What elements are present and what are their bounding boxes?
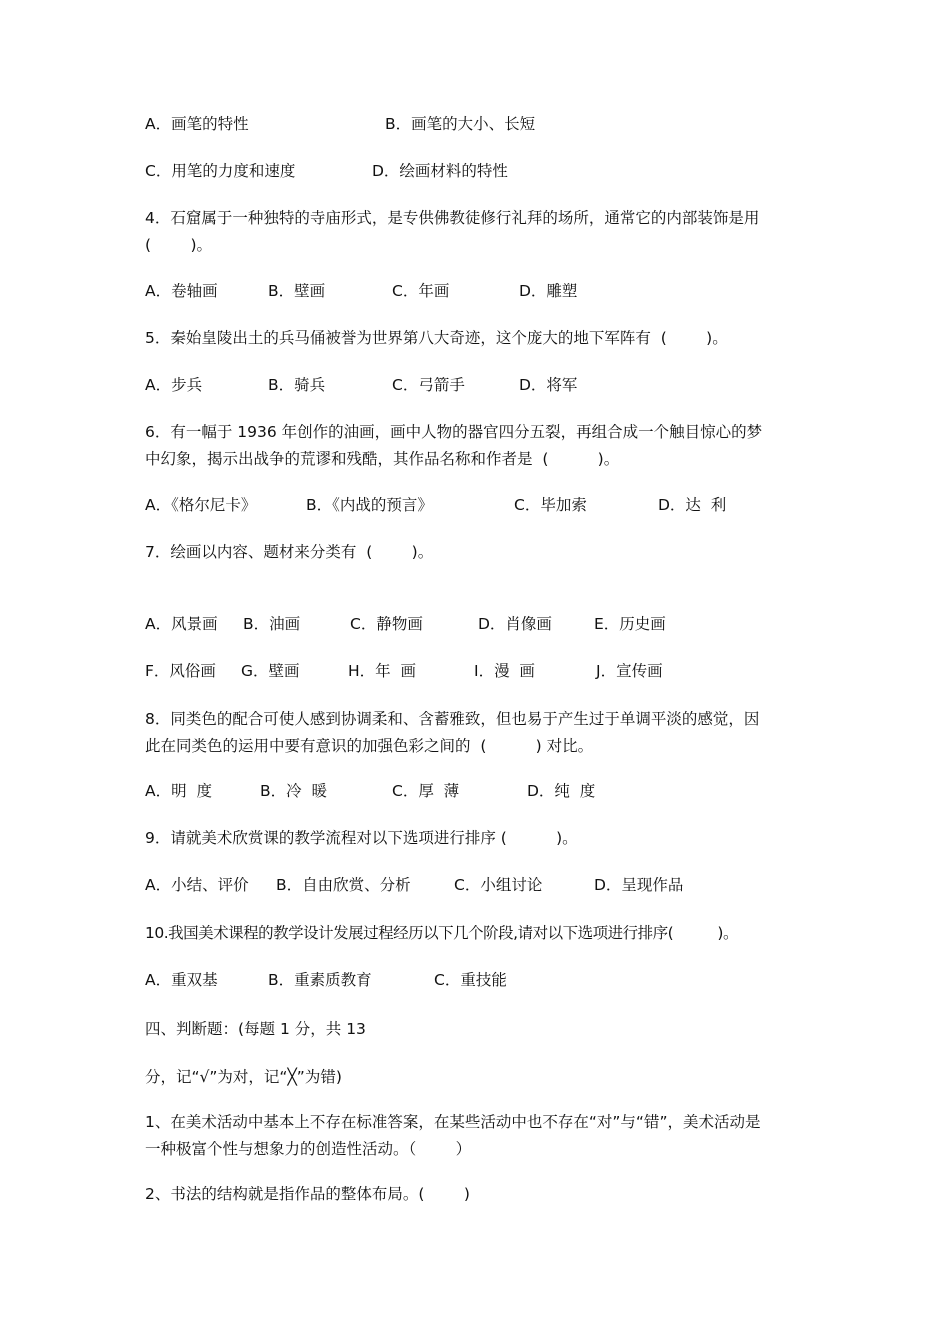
q4-stem-text-1: 4．石窟属于一种独特的寺庙形式，是专供佛教徒修行礼拜的场所，通常它的内部装饰是用: [145, 209, 760, 227]
q9-option-a: A．小结、评价: [145, 876, 249, 894]
q9-option-d: D．呈现作品: [594, 876, 684, 894]
q7-option-h: H．年 画: [348, 662, 417, 680]
q6-option-c: C．毕加索: [514, 496, 587, 514]
q7-option-d: D．肖像画: [478, 615, 552, 633]
q4-option-a: A．卷轴画: [145, 282, 218, 300]
q9-option-b: B．自由欣赏、分析: [276, 876, 411, 894]
section-4-heading-text-2: 分，记“√”为对，记“╳”为错): [145, 1068, 342, 1086]
q8-stem-line-2: [0, 737, 594, 786]
q9-stem-text: 9．请就美术欣赏课的教学流程对以下选项进行排序 ( )。: [145, 829, 578, 847]
section-4-heading-line-1: [0, 1020, 366, 1069]
q3-option-a: A．画笔的特性: [145, 115, 249, 133]
tf1-text-2: 一种极富个性与想象力的创造性活动。（ ）: [145, 1140, 472, 1158]
q10-option-b: B．重素质教育: [268, 971, 372, 989]
q5-option-a: A．步兵: [145, 376, 203, 394]
q7-option-f: F．风俗画: [145, 662, 216, 680]
q7-option-a: A．风景画: [145, 615, 218, 633]
q7-option-e: E．历史画: [594, 615, 666, 633]
q7-option-i: I．漫 画: [474, 662, 535, 680]
q7-option-j: J．宣传画: [596, 662, 663, 680]
q4-stem-line-2: [0, 236, 213, 285]
q8-stem-text-2: 此在同类色的运用中要有意识的加强色彩之间的 ( ) 对比。: [145, 737, 594, 755]
q10-stem-line: [0, 924, 738, 973]
q6-stem-line-2: [0, 450, 620, 499]
q9-stem-line: [0, 829, 578, 878]
q8-option-b: B．冷 暖: [260, 782, 327, 800]
q8-option-a: A．明 度: [145, 782, 212, 800]
q5-stem-line: [0, 329, 728, 378]
tf1-line-2: [0, 1140, 472, 1189]
q8-option-d: D．纯 度: [527, 782, 596, 800]
q6-stem-text-2: 中幻象，揭示出战争的荒谬和残酷，其作品名称和作者是 ( )。: [145, 450, 620, 468]
q10-option-c: C．重技能: [434, 971, 507, 989]
q3-option-d: D．绘画材料的特性: [372, 162, 508, 180]
q7-option-b: B．油画: [243, 615, 301, 633]
q3-option-b: B．画笔的大小、长短: [385, 115, 536, 133]
q3-option-c: C．用笔的力度和速度: [145, 162, 296, 180]
tf1-text-1: 1、在美术活动中基本上不存在标准答案，在某些活动中也不存在“对”与“错”，美术活动是: [145, 1113, 761, 1131]
q6-option-b: B．《内战的预言》: [306, 496, 433, 514]
q6-stem-text-1: 6．有一幅于 1936 年创作的油画，画中人物的器官四分五裂，再组合成一个触目惊心的梦: [145, 423, 763, 441]
q7-stem-text: 7．绘画以内容、题材来分类有 ( )。: [145, 543, 434, 561]
tf2-line: [0, 1185, 470, 1234]
q7-option-g: G．壁画: [241, 662, 300, 680]
q4-option-c: C．年画: [392, 282, 450, 300]
q5-option-d: D．将军: [519, 376, 578, 394]
q10-stem-text: 10.我国美术课程的教学设计发展过程经历以下几个阶段,请对以下选项进行排序( )。: [145, 924, 738, 942]
q7-option-c: C．静物画: [350, 615, 423, 633]
tf2-text: 2、书法的结构就是指作品的整体布局。( ): [145, 1185, 470, 1203]
q9-option-c: C．小组讨论: [454, 876, 543, 894]
q10-option-a: A．重双基: [145, 971, 218, 989]
q8-option-c: C．厚 薄: [392, 782, 460, 800]
q5-option-c: C．弓箭手: [392, 376, 465, 394]
q5-stem-text: 5．秦始皇陵出土的兵马俑被誉为世界第八大奇迹，这个庞大的地下军阵有 ( )。: [145, 329, 728, 347]
q4-option-b: B．壁画: [268, 282, 326, 300]
section-4-heading-line-2: [0, 1068, 342, 1117]
q7-stem-line: [0, 543, 434, 592]
q4-stem-text-2: ( )。: [145, 236, 213, 254]
q5-option-b: B．骑兵: [268, 376, 326, 394]
q8-stem-text-1: 8．同类色的配合可使人感到协调柔和、含蓄雅致，但也易于产生过于单调平淡的感觉，因: [145, 710, 760, 728]
section-4-heading-text-1: 四、判断题：(每题 1 分，共 13: [145, 1020, 366, 1038]
q6-option-a: A．《格尔尼卡》: [145, 496, 257, 514]
q4-option-d: D．雕塑: [519, 282, 578, 300]
q6-option-d: D．达 利: [658, 496, 727, 514]
